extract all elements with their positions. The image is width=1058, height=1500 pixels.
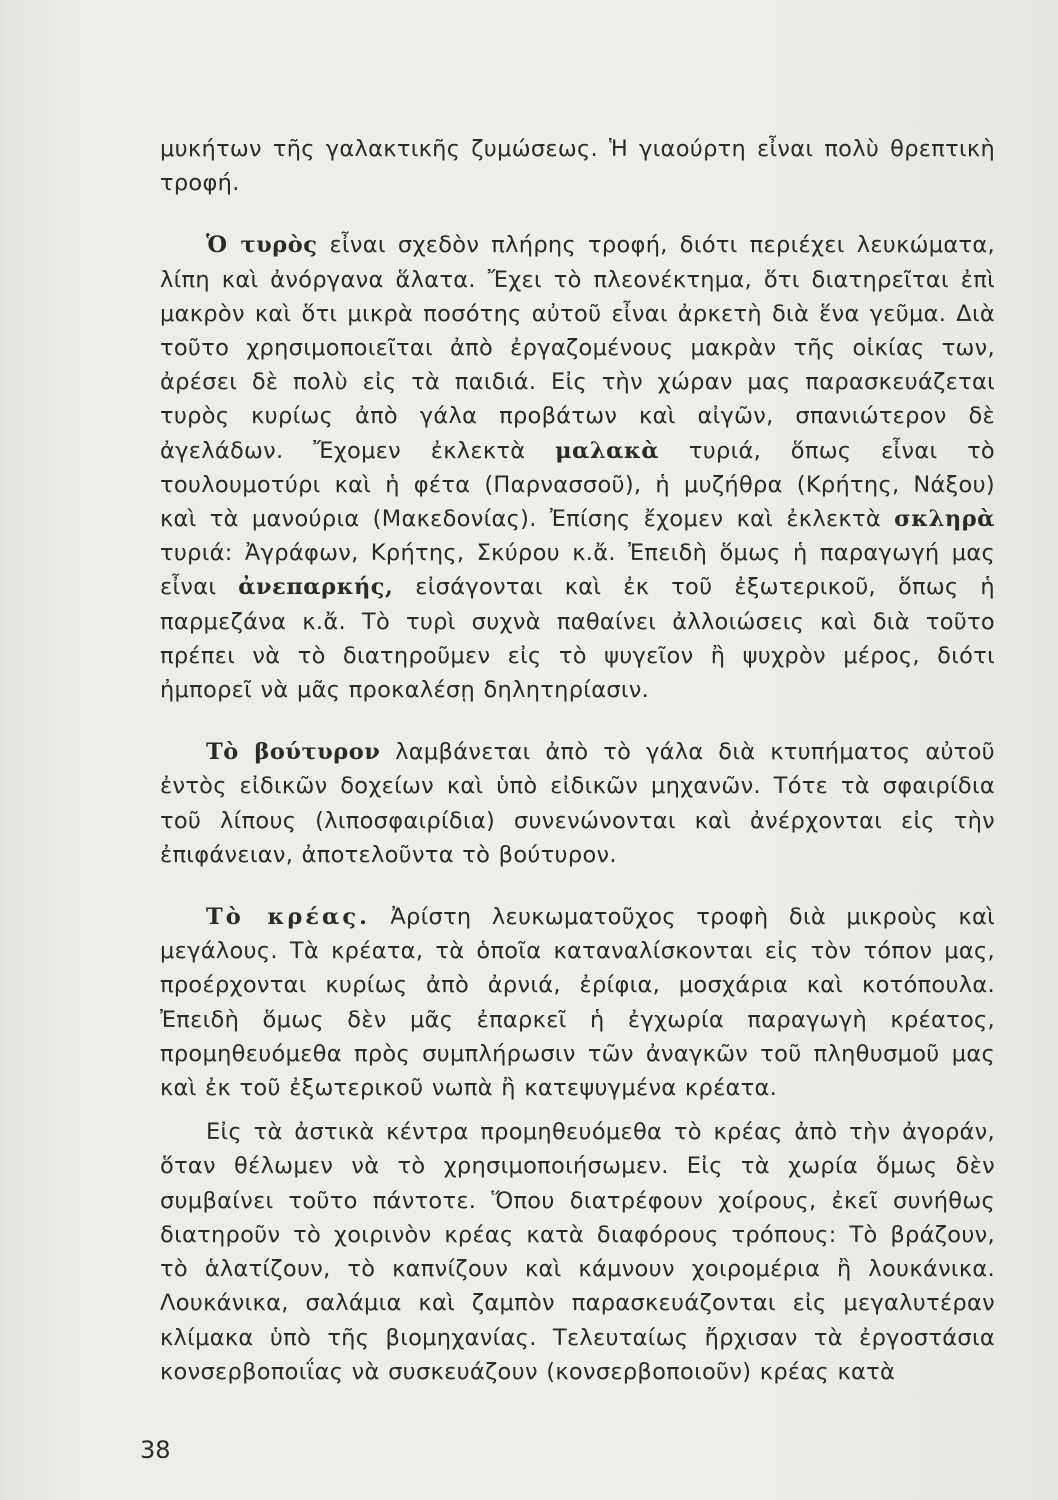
paragraph-yogurt-end <box>160 132 995 200</box>
page-number: 38 <box>140 1436 171 1464</box>
paragraph-meat-storage <box>160 1115 995 1389</box>
paragraph-text: λαμβάνεται ἀπὸ τὸ γάλα διὰ κτυπήματος αὐτοῦ ἐντὸς εἰδικῶν δοχείων καὶ ὑπὸ εἰδικῶν μηχανῶν. Τότε τὰ σφαιρίδια τοῦ λίπους (λιποσφαιρίδια) συνενώνονται καὶ ἀνέρχονται εἰς τὴν ἐπιφάνειαν, ἀποτελοῦντα τὸ βούτυρον. <box>160 739 996 868</box>
paragraph-cheese <box>160 228 995 707</box>
emphasis-hard: σκληρὰ <box>894 506 995 533</box>
heading-butter: Τὸ βούτυρον <box>206 739 381 766</box>
heading-cheese: Ὁ τυρὸς <box>206 232 318 259</box>
paragraph-text: εἶναι σχεδὸν πλήρης τροφή, διότι περιέχει λευκώματα, λίπη καὶ ἀνόργανα ἅλατα. Ἔχει τὸ πλεονέκτημα, ὅτι διατηρεῖται ἐπὶ μακρὸν καὶ ὅτι μικρὰ ποσότης αὐτοῦ εἶναι ἀρκετὴ διὰ ἕνα γεῦμα. Διὰ τοῦτο χρησιμοποιεῖται ἀπὸ ἐργαζομένους μακρὰν τῆς οἰκίας των, ἀρέσει δὲ πολὺ εἰς τὰ παιδιά. Εἰς τὴν χώραν μας παρασκευάζεται τυρὸς κυρίως ἀπὸ γάλα προβάτων καὶ αἰγῶν, σπανιώτερον δὲ ἀγελάδων. Ἔχομεν ἐκλεκτὰ <box>160 232 995 464</box>
emphasis-insufficient: ἀνεπαρκής, <box>238 574 394 601</box>
paragraph-text: Εἰς τὰ ἀστικὰ κέντρα προμηθευόμεθα τὸ κρέας ἀπὸ τὴν ἀγοράν, ὅταν θέλωμεν νὰ τὸ χρησιμοποιήσωμεν. Εἰς τὰ χωρία ὅμως δὲν συμβαίνει τοῦτο πάντοτε. Ὅπου διατρέφουν χοίρους, ἐκεῖ συνήθως διατηροῦν τὸ χοιρινὸν κρέας κατὰ διαφόρους τρόπους: Τὸ βράζουν, τὸ ἁλατίζουν, τὸ καπνίζουν καὶ κάμνουν χοιρομέρια ἢ λουκάνικα. Λουκάνικα, σαλάμια καὶ ζαμπὸν παρασκευάζονται εἰς μεγαλυτέραν κλίμακα ὑπὸ τῆς βιομηχανίας. Τελευταίως ἤρχισαν τὰ ἐργοστάσια κονσερβοποιΐας νὰ συσκευάζουν (κονσερβοποιοῦν) κρέας κατὰ <box>160 1119 995 1385</box>
paragraph-text: εἰσάγονται καὶ ἐκ τοῦ ἐξωτερικοῦ, ὅπως ἡ παρμεζάνα κ.ἄ. Τὸ τυρὶ συχνὰ παθαίνει ἀλλοιώσεις καὶ διὰ τοῦτο πρέπει νὰ τὸ διατηροῦμεν εἰς τὸ ψυγεῖον ἢ ψυχρὸν μέρος, διότι ἠμπορεῖ νὰ μᾶς προκαλέσῃ δηλητηρίασιν. <box>160 574 995 704</box>
paragraph-butter <box>160 735 995 872</box>
paragraph-text: τυριά: Ἀγράφων, Κρήτης, Σκύρου κ.ἄ. Ἐπειδὴ ὅμως ἡ παραγωγή μας εἶναι <box>160 540 995 601</box>
paragraph-text: μυκήτων τῆς γαλακτικῆς ζυμώσεως. Ἡ γιαούρτη εἶναι πολὺ θρεπτικὴ τροφή. <box>160 136 995 197</box>
paragraph-text: Ἀρίστη λευκωματοῦχος τροφὴ διὰ μικροὺς καὶ μεγάλους. Τὰ κρέατα, τὰ ὁποῖα καταναλίσκονται εἰς τὸν τόπον μας, προέρχονται κυρίως ἀπὸ ἀρνιά, ἐρίφια, μοσχάρια καὶ κοτόπουλα. Ἐπειδὴ ὅμως δὲν μᾶς ἐπαρκεῖ ἡ ἐγχωρία παραγωγὴ κρέατος, προμηθευόμεθα πρὸς συμπλήρωσιν τῶν ἀναγκῶν τοῦ πληθυσμοῦ μας καὶ ἐκ τοῦ ἐξωτερικοῦ νωπὰ ἢ κατεψυγμένα κρέατα. <box>160 904 995 1102</box>
paragraph-text: τυριά, ὅπως εἶναι τὸ τουλουμοτύρι καὶ ἡ φέτα (Παρνασσοῦ), ἡ μυζήθρα (Κρήτης, Νάξου) καὶ τὰ μανούρια (Μακεδονίας). Ἐπίσης ἔχομεν καὶ ἐκλεκτὰ <box>160 437 995 533</box>
emphasis-soft: μαλακὰ <box>555 437 660 464</box>
paragraph-meat <box>160 900 995 1105</box>
page-body <box>160 132 995 1389</box>
heading-meat: Τὸ κρέας. <box>206 904 370 931</box>
